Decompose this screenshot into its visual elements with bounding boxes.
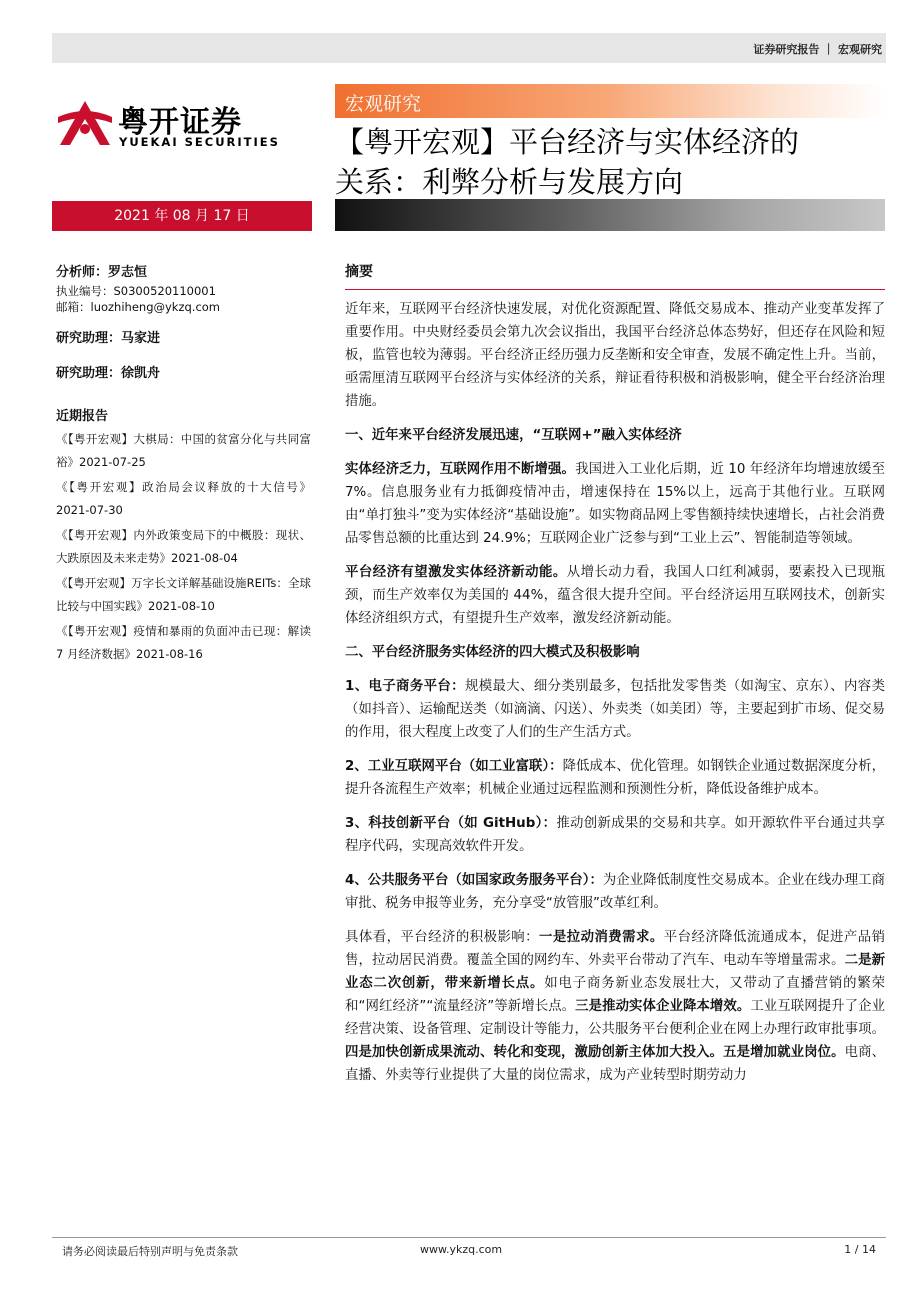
recent-report-link[interactable]: 《【粤开宏观】大棋局：中国的贫富分化与共同富裕》2021-07-25 bbox=[56, 432, 311, 469]
paragraph-2-text: 从增长动力看，我国人口红利减弱，要素投入已现瓶颈，而生产效率仅为美国的 44%，蕴含很大提升空间。平台经济运用互联网技术，创新实体经济组织方式，有望提升生产效率，激发经济新动能。 bbox=[345, 565, 886, 626]
title-line-1: 【粤开宏观】平台经济与实体经济的 bbox=[335, 125, 800, 159]
model-4-text: 为企业降低制度性交易成本。企业在线办理工商审批、税务申报等业务，充分享受“放管服”改革红利。 bbox=[345, 873, 885, 911]
recent-report-link[interactable]: 《【粤开宏观】疫情和暴雨的负面冲击已现：解读 7 月经济数据》2021-08-16 bbox=[56, 624, 311, 661]
decorative-gradient-bar bbox=[335, 199, 885, 231]
paragraph-1-lead: 实体经济乏力，互联网作用不断增强。 bbox=[345, 462, 576, 477]
sidebar bbox=[56, 261, 311, 668]
model-1 bbox=[345, 675, 885, 744]
effects-text: 工业互联网提升了企业经营决策、设备管理、定制设计等能力，公共服务平台便利企业在网上办理行政审批事项。 bbox=[345, 999, 886, 1037]
analyst-name: 分析师：罗志恒 bbox=[56, 265, 148, 280]
effects-lead: 二是新业态二次创新，带来新增长点。 bbox=[345, 953, 886, 991]
section-heading-1: 一、近年来平台经济发展迅速，“互联网+”融入实体经济 bbox=[345, 428, 682, 443]
model-3-text: 推动创新成果的交易和共享。如开源软件平台通过共享程序代码，实现高效软件开发。 bbox=[345, 816, 885, 854]
logo-name-cn: 粤开证券 bbox=[118, 105, 242, 140]
model-1-text: 规模最大、细分类别最多，包括批发零售类（如淘宝、京东）、内容类（如抖音）、运输配送类（如滴滴、闪送）、外卖类（如美团）等，主要起到扩市场、促交易的作用，很大程度上改变了人们的生产生活方式。 bbox=[345, 679, 885, 740]
category-band bbox=[335, 84, 885, 118]
effects-text: 电商、直播、外卖等行业提供了大量的岗位需求，成为产业转型时期劳动力 bbox=[345, 1045, 886, 1083]
model-4 bbox=[345, 869, 885, 915]
model-4-lead: 4、公共服务平台（如国家政务服务平台）： bbox=[345, 873, 603, 888]
effects-lead: 三是推动实体企业降本增效。 bbox=[575, 999, 751, 1014]
report-date: 2021 年 08 月 17 日 bbox=[52, 201, 312, 231]
effects-text: 如电子商务新业态发展壮大，又带动了直播营销的繁荣和“网红经济”“流量经济”等新增长点。 bbox=[345, 976, 886, 1014]
footer-page-number: 1 / 14 bbox=[844, 1243, 876, 1256]
abstract-heading: 摘要 bbox=[345, 261, 885, 290]
footer-divider bbox=[52, 1237, 886, 1238]
model-2-lead: 2、工业互联网平台（如工业富联）： bbox=[345, 759, 563, 774]
model-3-lead: 3、科技创新平台（如 GitHub）： bbox=[345, 816, 557, 831]
research-assistant-2: 研究助理：徐凯舟 bbox=[56, 366, 161, 381]
section-heading-2: 二、平台经济服务实体经济的四大模式及积极影响 bbox=[345, 645, 640, 660]
paragraph-2-lead: 平台经济有望激发实体经济新动能。 bbox=[345, 565, 567, 580]
paragraph-1 bbox=[345, 458, 885, 550]
effects-lead: 四是加快创新成果流动、转化和变现，激励创新主体加大投入。 bbox=[345, 1045, 724, 1060]
paragraph-2 bbox=[345, 561, 885, 630]
title-line-2: 关系：利弊分析与发展方向 bbox=[335, 165, 684, 199]
abstract-intro: 近年来，互联网平台经济快速发展，对优化资源配置、降低交易成本、推动产业变革发挥了重要作用。中央财经委员会第九次会议指出，我国平台经济总体态势好，但还存在风险和短板，监管也较为薄弱。平台经济正经历强力反垄断和安全审查，发展不确定性上升。当前，亟需厘清互联网平台经济与实体经济的关系，辩证看待积极和消极影响，健全平台经济治理措施。 bbox=[345, 302, 885, 409]
footer-website[interactable]: www.ykzq.com bbox=[420, 1243, 503, 1256]
model-1-lead: 1、电子商务平台： bbox=[345, 679, 465, 694]
effects-text: 具体看，平台经济的积极影响： bbox=[345, 930, 540, 945]
footer-disclaimer[interactable]: 请务必阅读最后特别声明与免责条款 bbox=[62, 1245, 238, 1258]
logo-name-en: YUEKAI SECURITIES bbox=[119, 135, 280, 149]
research-assistant-1: 研究助理：马家进 bbox=[56, 331, 161, 346]
top-header-band bbox=[52, 33, 886, 63]
effects-text: 平台经济降低流通成本，促进产品销售，拉动居民消费。覆盖全国的网约车、外卖平台带动了汽车、电动车等增量需求。 bbox=[345, 930, 886, 968]
paragraph-1-text: 我国进入工业化后期，近 10 年经济年均增速放缓至 7%。信息服务业有力抵御疫情冲击，增速保持在 15%以上，远高于其他行业。互联网由“单打独斗”变为实体经济“基础设施”。如实物商品网上零售额持续快速增长，占社会消费品零售总额的比重达到 24.9%；互联网企业广泛参与到“工业上云”、智能制造等领域。 bbox=[345, 462, 885, 546]
model-2 bbox=[345, 755, 885, 801]
yuekai-logo-icon bbox=[56, 95, 114, 149]
model-2-text: 降低成本、优化管理。如钢铁企业通过数据深度分析，提升各流程生产效率；机械企业通过远程监测和预测性分析，降低设备维护成本。 bbox=[345, 759, 886, 797]
report-breadcrumb: 证券研究报告 ｜ 宏观研究 bbox=[753, 43, 882, 56]
recent-report-link[interactable]: 《【粤开宏观】政治局会议释放的十大信号》2021-07-30 bbox=[56, 480, 311, 517]
recent-report-link[interactable]: 《【粤开宏观】万字长文详解基础设施REITs：全球比较与中国实践》2021-08-10 bbox=[56, 576, 311, 613]
recent-reports-title: 近期报告 bbox=[56, 409, 109, 424]
recent-report-link[interactable]: 《【粤开宏观】内外政策变局下的中概股：现状、大跌原因及未来走势》2021-08-04 bbox=[56, 528, 311, 565]
abstract-section bbox=[345, 261, 885, 1098]
report-title bbox=[335, 122, 890, 202]
category-label: 宏观研究 bbox=[345, 93, 422, 115]
effects-paragraph bbox=[345, 926, 885, 1087]
effects-lead: 五是增加就业岗位。 bbox=[723, 1045, 845, 1060]
model-3 bbox=[345, 812, 885, 858]
analyst-email: 邮箱：luozhiheng@ykzq.com bbox=[56, 300, 221, 314]
analyst-license: 执业编号：S0300520110001 bbox=[56, 284, 216, 298]
effects-lead: 一是拉动消费需求。 bbox=[539, 930, 664, 945]
company-logo bbox=[56, 95, 316, 155]
